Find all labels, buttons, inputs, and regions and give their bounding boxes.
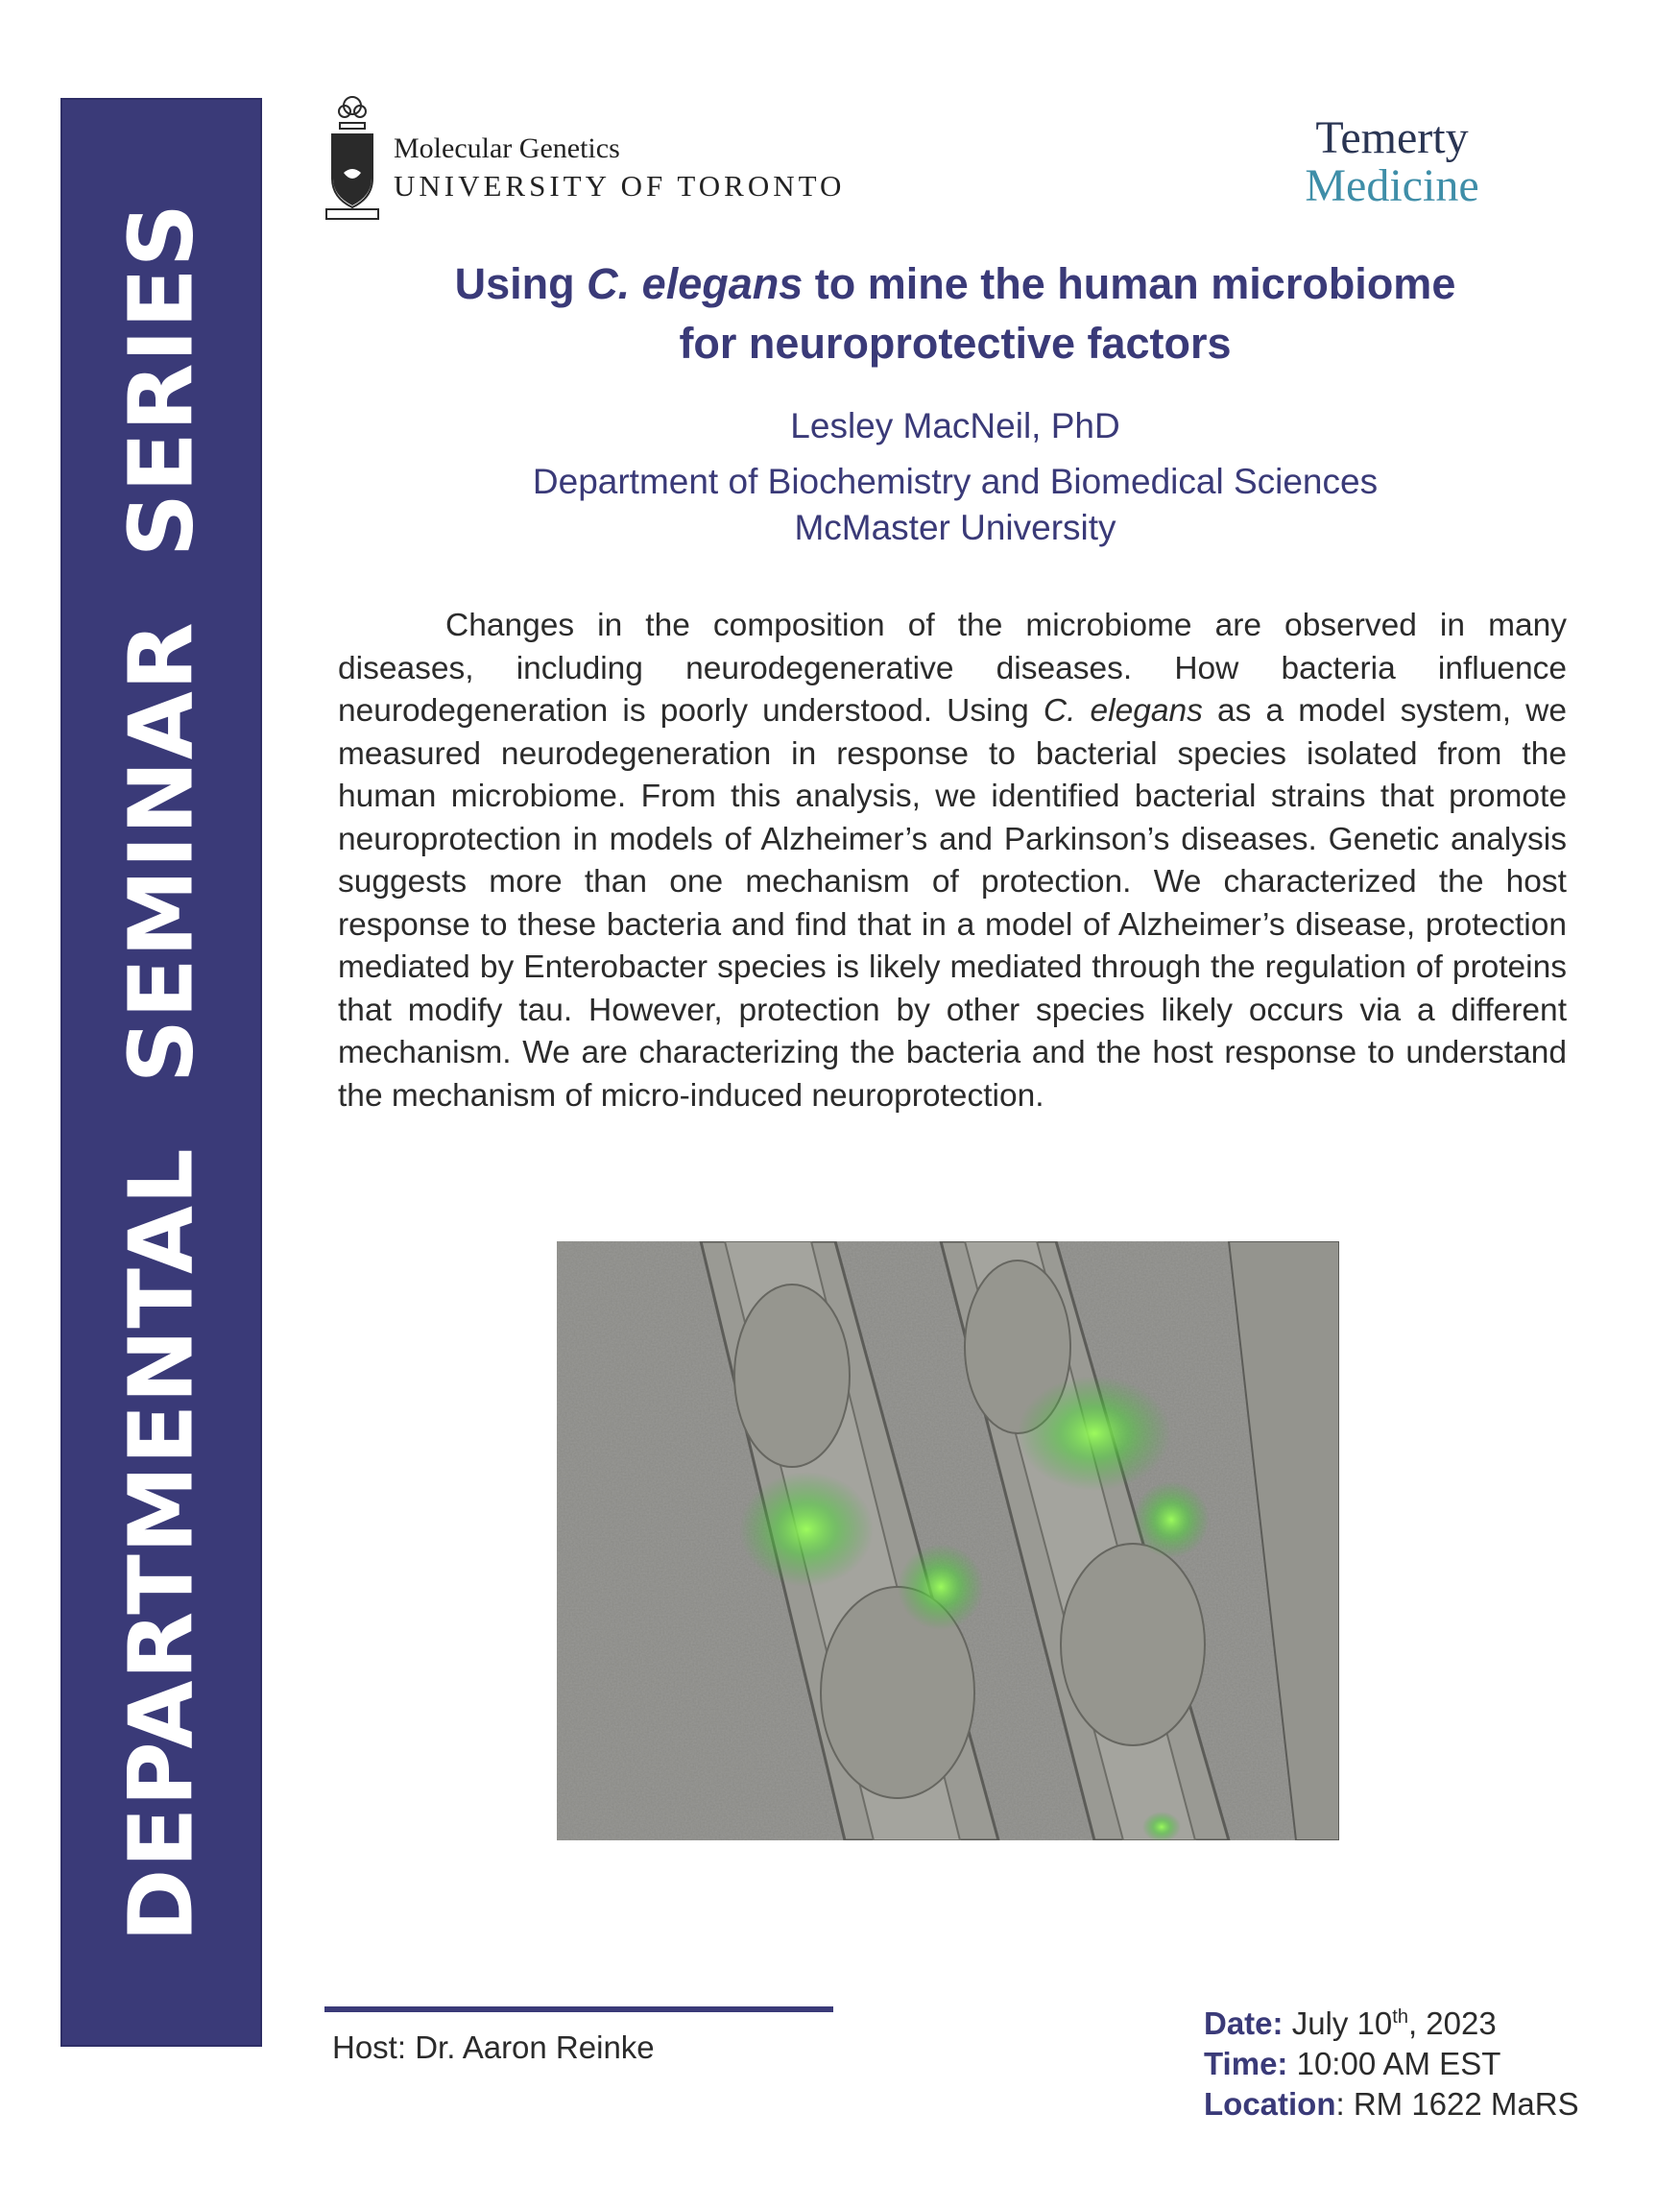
temerty-logo-line2: Medicine bbox=[1305, 160, 1479, 211]
date-label: Date: bbox=[1204, 2005, 1284, 2041]
seminar-title bbox=[326, 254, 1584, 373]
series-label: DEPARTMENTAL SEMINAR SERIES bbox=[109, 203, 213, 1942]
time-label: Time: bbox=[1204, 2046, 1288, 2081]
event-location: Location: RM 1622 MaRS bbox=[1204, 2086, 1579, 2122]
temerty-medicine-logo bbox=[1267, 112, 1517, 211]
abstract-organism: C. elegans bbox=[1043, 693, 1203, 729]
speaker-info bbox=[326, 403, 1584, 551]
uoft-logo bbox=[323, 92, 899, 227]
speaker-department: Department of Biochemistry and Biomedical Sciences bbox=[532, 462, 1379, 501]
event-date: Date: July 10th, 2023 bbox=[1204, 2005, 1497, 2041]
location-label: Location bbox=[1204, 2086, 1336, 2122]
temerty-logo-line1: Temerty bbox=[1315, 112, 1469, 163]
title-line1: Using C. elegans to mine the human microbiome bbox=[454, 259, 1456, 308]
event-details bbox=[1204, 1997, 1579, 2125]
micrograph-image bbox=[557, 1241, 1339, 1840]
event-time: Time: 10:00 AM EST bbox=[1204, 2046, 1501, 2081]
uoft-university-name: UNIVERSITY OF TORONTO bbox=[394, 169, 846, 203]
abstract-text: Changes in the composition of the microbiome are observed in many diseases, including neurodegenerative diseases. How bacteria influence neurodegeneration is poorly understood. Using C. elegans as a model system, we measured neurodegeneration in response to bacterial species isolated from the human microbiome. From this analysis, we identified bacterial strains that promote neuroprotection in models of Alzheimer’s and Parkinson’s diseases. Genetic analysis suggests more than one mechanism of protection. We characterized the host response to these bacteria and find that in a model of Alzheimer’s disease, protection mediated by Enterobacter species is likely mediated through the regulation of proteins that modify tau. However, protection by other species likely occurs via a different mechanism. We are characterizing the bacteria and the host response to understand the mechanism of micro-induced neuroprotection. bbox=[338, 608, 1568, 1114]
speaker-name: Lesley MacNeil, PhD bbox=[790, 406, 1120, 445]
series-banner bbox=[60, 98, 262, 2047]
title-organism: C. elegans bbox=[587, 259, 804, 308]
title-line2: for neuroprotective factors bbox=[679, 319, 1232, 368]
uoft-department-name: Molecular Genetics bbox=[394, 132, 620, 164]
speaker-university: McMaster University bbox=[794, 508, 1116, 547]
host-divider bbox=[324, 2006, 833, 2012]
uoft-crest-icon bbox=[323, 92, 382, 223]
host-name: Host: Dr. Aaron Reinke bbox=[332, 2029, 655, 2065]
